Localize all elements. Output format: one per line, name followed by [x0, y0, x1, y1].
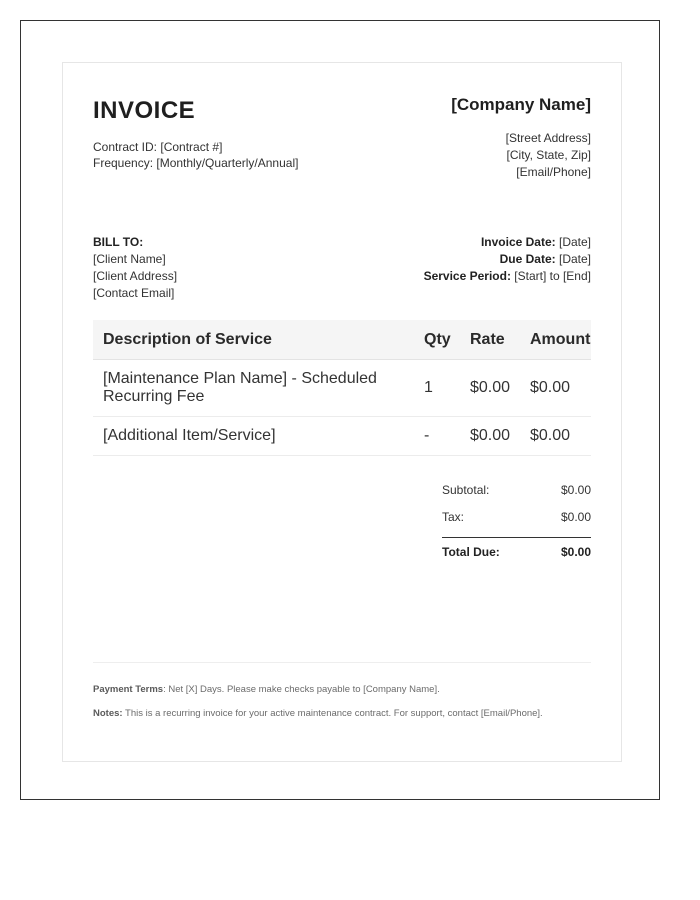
- payment-terms-text: : Net [X] Days. Please make checks payable to [Company Name].: [163, 684, 440, 695]
- bill-to-block: [93, 234, 177, 302]
- invoice-date-label: Invoice Date:: [480, 235, 556, 249]
- row-description: [Additional Item/Service]: [93, 417, 414, 456]
- frequency-value: [Monthly/Quarterly/Annual]: [156, 156, 299, 170]
- total-due-value: $0.00: [560, 545, 591, 559]
- notes-label: Notes:: [93, 708, 123, 719]
- payment-terms-note: [93, 684, 440, 695]
- subtotal-row: [442, 483, 591, 510]
- table-row: [93, 417, 591, 456]
- due-date-value: [Date]: [558, 252, 591, 266]
- table-header-row: [93, 320, 591, 360]
- contract-info: [93, 139, 298, 171]
- client-address: [Client Address]: [93, 269, 178, 283]
- tax-row: [442, 510, 591, 537]
- company-name: [Company Name]: [451, 95, 591, 114]
- tax-label: Tax:: [442, 510, 465, 524]
- service-period-label: Service Period:: [423, 269, 511, 283]
- service-period-value: [Start] to [End]: [514, 269, 591, 283]
- total-due-row: [442, 539, 591, 559]
- row-rate: $0.00: [460, 360, 520, 417]
- row-rate: $0.00: [460, 417, 520, 456]
- invoice-document: [62, 62, 622, 762]
- footer-divider: [93, 662, 591, 663]
- header-amount: Amount: [520, 320, 591, 360]
- subtotal-value: $0.00: [560, 483, 591, 497]
- frequency-line: [93, 155, 298, 171]
- company-street: [Street Address]: [505, 131, 591, 145]
- row-qty: -: [414, 417, 460, 456]
- frequency-label: Frequency:: [93, 156, 154, 170]
- company-city-state-zip: [City, State, Zip]: [506, 148, 591, 162]
- row-description: [Maintenance Plan Name] - Scheduled Recurring Fee: [93, 360, 414, 417]
- invoice-dates: [424, 234, 591, 285]
- contact-email: [Contact Email]: [93, 286, 175, 300]
- notes-text: This is a recurring invoice for your active maintenance contract. For support, contact [Email/Phone].: [122, 708, 543, 719]
- tax-value: $0.00: [560, 510, 591, 524]
- totals-block: [442, 483, 591, 559]
- row-amount: $0.00: [520, 360, 591, 417]
- contract-id-value: [Contract #]: [160, 140, 223, 154]
- header-qty: Qty: [414, 320, 460, 360]
- due-date-line: [424, 251, 591, 268]
- header-rate: Rate: [460, 320, 520, 360]
- bill-to-label: BILL TO:: [93, 235, 144, 249]
- line-items-table: [93, 320, 591, 456]
- table-row: [93, 360, 591, 417]
- header-description: Description of Service: [93, 320, 414, 360]
- contract-id-label: Contract ID:: [93, 140, 158, 154]
- service-period-line: [424, 268, 591, 285]
- total-due-label: Total Due:: [442, 545, 500, 559]
- contract-id-line: [93, 139, 298, 155]
- company-contact: [Email/Phone]: [516, 165, 591, 179]
- subtotal-label: Subtotal:: [442, 483, 490, 497]
- payment-terms-label: Payment Terms: [93, 684, 164, 695]
- invoice-title: INVOICE: [93, 97, 196, 124]
- invoice-date-line: [424, 234, 591, 251]
- due-date-label: Due Date:: [499, 252, 556, 266]
- client-name: [Client Name]: [93, 252, 166, 266]
- row-amount: $0.00: [520, 417, 591, 456]
- page-frame: [20, 20, 660, 800]
- row-qty: 1: [414, 360, 460, 417]
- company-address: [506, 130, 591, 181]
- invoice-date-value: [Date]: [558, 235, 591, 249]
- notes-note: [93, 708, 543, 719]
